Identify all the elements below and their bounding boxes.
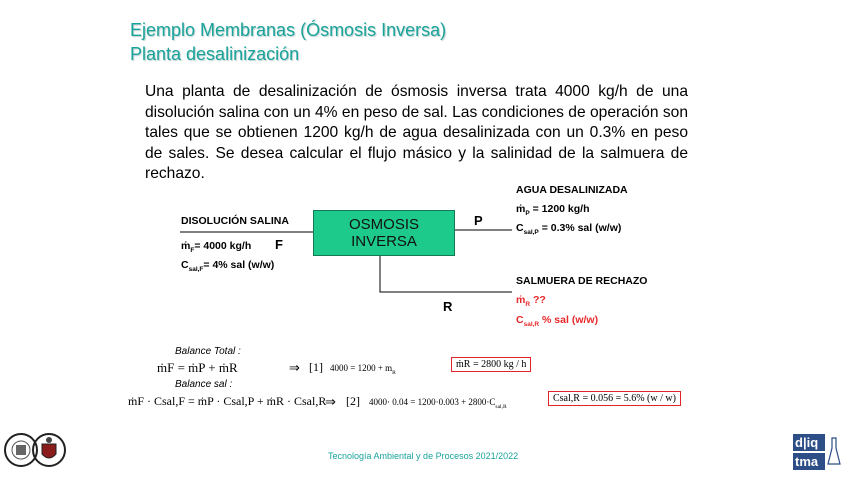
feed-concentration: $C_{sal,F}= 4\%$ sal (w/w): [181, 259, 275, 274]
balance-total-substitution: $4000 = 1200 + m_R$: [330, 363, 396, 376]
reject-flow: ṁ$_R$ ??: [516, 294, 546, 309]
osmosis-unit-box: [313, 210, 455, 256]
problem-statement: Una planta de desalinización de ósmosis inversa trata 4000 kg/h de una disolución salina con un 4% en peso de sal. Las condiciones de operación son tales que se obtienen 1200 kg/h de agua desalinizada con un 0.3% en peso de sales. Se desea calcular el flujo másico y la salinidad de la salmuera de rechazo.: [145, 83, 688, 182]
department-logo: [793, 434, 843, 472]
reject-letter: R: [443, 299, 453, 314]
reject-concentration: $C_{sal,R}$ % sal (w/w): [516, 314, 599, 329]
feed-label: DISOLUCIÓN SALINA: [181, 215, 289, 227]
university-seals-logo: [3, 428, 69, 473]
total-result-box: ṁR = 2800 kg / h: [451, 357, 531, 372]
reject-label: SALMUERA DE RECHAZO: [516, 275, 648, 287]
permeate-concentration: $C_{sal,P} = 0.3\%$ sal (w/w): [516, 222, 622, 237]
box-line1: OSMOSIS: [348, 216, 419, 233]
slide-subtitle: Planta desalinización: [130, 44, 300, 64]
balance-salt-label: Balance sal :: [175, 379, 233, 390]
balance-salt-arrow: ⇒: [325, 394, 336, 409]
logo-bottom: tma: [793, 453, 825, 470]
reject-line: [380, 254, 512, 292]
balance-total-equation: ṁF = ṁP + ṁR: [157, 360, 238, 375]
balance-total-arrow: ⇒: [289, 360, 300, 375]
permeate-flow: ṁ$_P$ = 1200 kg/h: [516, 203, 590, 218]
balance-salt-equation: ṁF · Csal,F = ṁP · Csal,P + ṁR · Csal,R: [128, 394, 327, 408]
feed-letter: F: [275, 237, 283, 252]
footer-course: Tecnología Ambiental y de Procesos 2021/2022: [328, 451, 519, 461]
balance-total-label: Balance Total :: [175, 346, 241, 357]
logo-top: d|iq: [793, 434, 825, 451]
feed-flow: ṁ$_F$= 4000 kg/h: [181, 240, 252, 255]
salt-result-box: Csal,R = 0.056 = 5.6% (w / w): [548, 391, 681, 406]
permeate-label: AGUA DESALINIZADA: [516, 184, 628, 196]
balance-salt-number: [2]: [346, 394, 360, 408]
flask-icon: [827, 436, 841, 470]
balance-salt-substitution: $4000\cdot 0.04 = 1200\cdot 0.003 + 2800\cdot C_{sal,R}$: [369, 397, 507, 410]
slide-title: Ejemplo Membranas (Ósmosis Inversa): [130, 20, 447, 40]
box-line2: INVERSA: [351, 233, 417, 250]
balance-total-number: [1]: [309, 360, 323, 374]
permeate-letter: P: [474, 213, 483, 228]
